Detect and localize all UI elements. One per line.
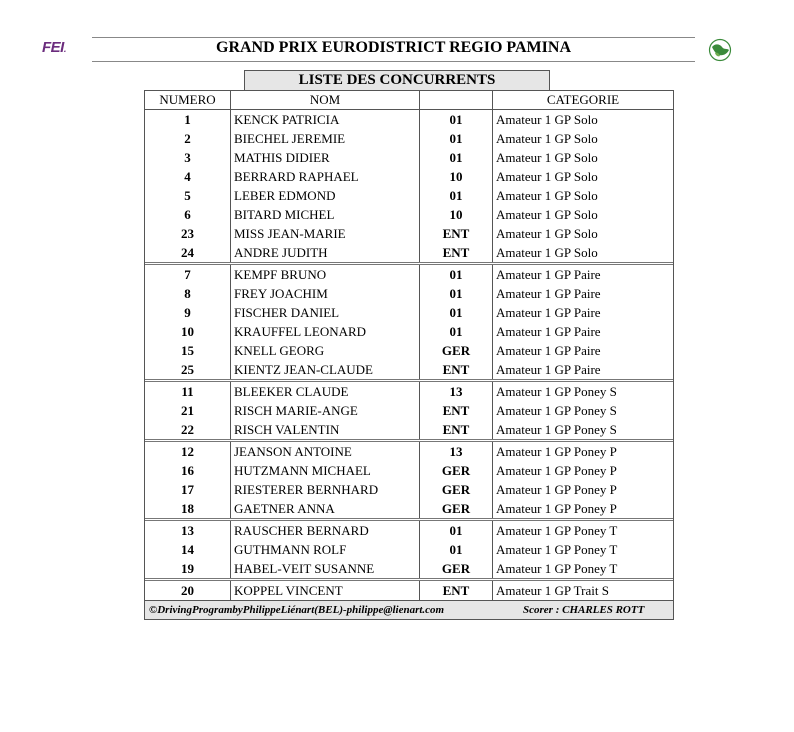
cell-categorie: Amateur 1 GP Paire <box>496 305 601 320</box>
competitors-table <box>144 90 674 620</box>
table-row <box>145 129 673 148</box>
cell-nom: BITARD MICHEL <box>231 205 420 224</box>
cell-categorie: Amateur 1 GP Solo <box>496 150 598 165</box>
cell-categorie: Amateur 1 GP Paire <box>496 343 601 358</box>
cell-categorie: Amateur 1 GP Poney P <box>496 444 617 459</box>
cell-code: ENT <box>420 224 493 243</box>
table-row <box>145 224 673 243</box>
cell-code: ENT <box>420 401 493 420</box>
table-row <box>145 480 673 499</box>
cell-categorie: Amateur 1 GP Poney T <box>496 561 618 576</box>
cell-numero: 8 <box>145 284 231 303</box>
cell-categorie: Amateur 1 GP Solo <box>496 112 598 127</box>
cell-code: ENT <box>420 420 493 439</box>
table-row <box>145 499 673 518</box>
table-row <box>145 461 673 480</box>
table-row <box>145 559 673 578</box>
cell-categorie: Amateur 1 GP Paire <box>496 324 601 339</box>
table-row <box>145 420 673 439</box>
table-row <box>145 284 673 303</box>
cell-numero: 18 <box>145 499 231 518</box>
cell-numero: 12 <box>145 442 231 461</box>
cell-categorie: Amateur 1 GP Solo <box>496 188 598 203</box>
table-row <box>145 521 673 540</box>
table-group <box>145 382 673 442</box>
table-row <box>145 186 673 205</box>
cell-numero: 3 <box>145 148 231 167</box>
cell-categorie: Amateur 1 GP Paire <box>496 267 601 282</box>
cell-numero: 10 <box>145 322 231 341</box>
cell-categorie: Amateur 1 GP Poney S <box>496 384 617 399</box>
table-group <box>145 521 673 581</box>
cell-nom: RISCH VALENTIN <box>231 420 420 439</box>
cell-nom: BLEEKER CLAUDE <box>231 382 420 401</box>
cell-numero: 24 <box>145 243 231 262</box>
cell-numero: 11 <box>145 382 231 401</box>
cell-nom: KENCK PATRICIA <box>231 110 420 129</box>
col-header-code <box>420 91 493 109</box>
cell-nom: KRAUFFEL LEONARD <box>231 322 420 341</box>
table-row <box>145 540 673 559</box>
cell-categorie: Amateur 1 GP Paire <box>496 286 601 301</box>
cell-code: 01 <box>420 521 493 540</box>
list-title: LISTE DES CONCURRENTS <box>244 70 550 91</box>
cell-nom: LEBER EDMOND <box>231 186 420 205</box>
cell-code: ENT <box>420 360 493 379</box>
cell-categorie: Amateur 1 GP Poney T <box>496 542 618 557</box>
table-group <box>145 442 673 521</box>
table-row <box>145 322 673 341</box>
cell-code: ENT <box>420 243 493 262</box>
table-row <box>145 110 673 129</box>
table-header <box>145 91 673 110</box>
cell-nom: MATHIS DIDIER <box>231 148 420 167</box>
cell-categorie: Amateur 1 GP Paire <box>496 362 601 377</box>
cell-code: 01 <box>420 322 493 341</box>
cell-code: 13 <box>420 382 493 401</box>
cell-numero: 21 <box>145 401 231 420</box>
table-row <box>145 167 673 186</box>
col-header-numero: NUMERO <box>145 91 231 109</box>
table-body <box>145 110 673 601</box>
cell-categorie: Amateur 1 GP Solo <box>496 169 598 184</box>
cell-categorie: Amateur 1 GP Poney S <box>496 403 617 418</box>
cell-code: 01 <box>420 186 493 205</box>
table-group <box>145 581 673 601</box>
cell-categorie: Amateur 1 GP Solo <box>496 245 598 260</box>
fei-logo-text: FEI <box>42 39 64 56</box>
cell-numero: 1 <box>145 110 231 129</box>
cell-nom: KIENTZ JEAN-CLAUDE <box>231 360 420 379</box>
cell-code: GER <box>420 499 493 518</box>
cell-categorie: Amateur 1 GP Poney S <box>496 422 617 437</box>
header-rule-bottom <box>92 61 695 62</box>
table-row <box>145 581 673 600</box>
col-header-categorie: CATEGORIE <box>546 92 620 107</box>
cell-numero: 4 <box>145 167 231 186</box>
table-group <box>145 265 673 382</box>
table-row <box>145 148 673 167</box>
cell-numero: 7 <box>145 265 231 284</box>
table-row <box>145 265 673 284</box>
cell-numero: 6 <box>145 205 231 224</box>
fei-logo: FEI. <box>42 39 66 56</box>
cell-nom: KOPPEL VINCENT <box>231 581 420 600</box>
col-header-nom: NOM <box>231 91 420 109</box>
cell-categorie: Amateur 1 GP Trait S <box>496 583 609 598</box>
cell-numero: 15 <box>145 341 231 360</box>
cell-categorie: Amateur 1 GP Poney P <box>496 482 617 497</box>
table-row <box>145 382 673 401</box>
cell-code: 13 <box>420 442 493 461</box>
cell-code: 01 <box>420 148 493 167</box>
cell-code: 01 <box>420 284 493 303</box>
copyright-text: ©DrivingProgrambyPhilippeLiénart(BEL)-philippe@lienart.com <box>149 604 445 616</box>
cell-nom: BIECHEL JEREMIE <box>231 129 420 148</box>
cell-nom: JEANSON ANTOINE <box>231 442 420 461</box>
table-row <box>145 243 673 262</box>
cell-nom: RAUSCHER BERNARD <box>231 521 420 540</box>
cell-numero: 16 <box>145 461 231 480</box>
table-row <box>145 442 673 461</box>
header-rule-top <box>92 37 695 38</box>
cell-numero: 13 <box>145 521 231 540</box>
table-row <box>145 205 673 224</box>
cell-code: 01 <box>420 110 493 129</box>
cell-code: ENT <box>420 581 493 600</box>
cell-nom: MISS JEAN-MARIE <box>231 224 420 243</box>
cell-nom: FISCHER DANIEL <box>231 303 420 322</box>
cell-nom: ANDRE JUDITH <box>231 243 420 262</box>
cell-nom: GUTHMANN ROLF <box>231 540 420 559</box>
cell-nom: BERRARD RAPHAEL <box>231 167 420 186</box>
table-group <box>145 110 673 265</box>
page-title: GRAND PRIX EURODISTRICT REGIO PAMINA <box>216 39 571 56</box>
cell-numero: 9 <box>145 303 231 322</box>
cell-nom: RISCH MARIE-ANGE <box>231 401 420 420</box>
table-row <box>145 341 673 360</box>
table-row <box>145 360 673 379</box>
cell-code: 10 <box>420 167 493 186</box>
cell-numero: 23 <box>145 224 231 243</box>
cell-nom: KNELL GEORG <box>231 341 420 360</box>
cell-numero: 14 <box>145 540 231 559</box>
cell-nom: HABEL-VEIT SUSANNE <box>231 559 420 578</box>
cell-code: GER <box>420 341 493 360</box>
table-footer <box>145 601 673 619</box>
cell-numero: 17 <box>145 480 231 499</box>
table-row <box>145 401 673 420</box>
globe-logo-icon <box>708 38 732 62</box>
cell-nom: GAETNER ANNA <box>231 499 420 518</box>
cell-code: GER <box>420 480 493 499</box>
cell-numero: 5 <box>145 186 231 205</box>
cell-code: GER <box>420 559 493 578</box>
cell-numero: 19 <box>145 559 231 578</box>
cell-nom: RIESTERER BERNHARD <box>231 480 420 499</box>
cell-numero: 25 <box>145 360 231 379</box>
cell-categorie: Amateur 1 GP Solo <box>496 131 598 146</box>
cell-nom: FREY JOACHIM <box>231 284 420 303</box>
cell-numero: 2 <box>145 129 231 148</box>
cell-code: 01 <box>420 303 493 322</box>
cell-categorie: Amateur 1 GP Solo <box>496 207 598 222</box>
scorer-text: Scorer : CHARLES ROTT <box>523 604 645 616</box>
cell-categorie: Amateur 1 GP Poney T <box>496 523 618 538</box>
table-row <box>145 303 673 322</box>
cell-code: 01 <box>420 540 493 559</box>
cell-categorie: Amateur 1 GP Poney P <box>496 501 617 516</box>
cell-nom: KEMPF BRUNO <box>231 265 420 284</box>
cell-numero: 20 <box>145 581 231 600</box>
cell-code: 01 <box>420 265 493 284</box>
cell-code: 01 <box>420 129 493 148</box>
cell-code: GER <box>420 461 493 480</box>
cell-nom: HUTZMANN MICHAEL <box>231 461 420 480</box>
cell-numero: 22 <box>145 420 231 439</box>
cell-categorie: Amateur 1 GP Solo <box>496 226 598 241</box>
cell-categorie: Amateur 1 GP Poney P <box>496 463 617 478</box>
cell-code: 10 <box>420 205 493 224</box>
